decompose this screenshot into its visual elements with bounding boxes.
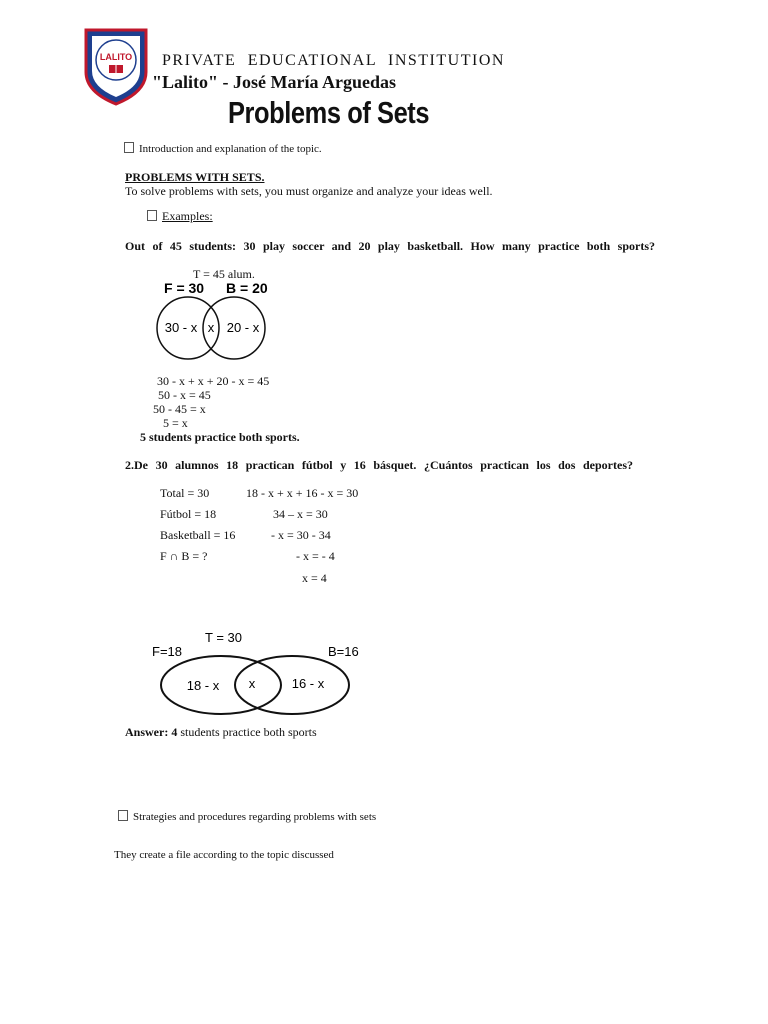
logo-text: LALITO <box>99 52 133 62</box>
problem2-given: Basketball = 16 <box>160 528 236 542</box>
venn2-left-region: 18 - x <box>186 678 220 693</box>
venn2-total: T = 30 <box>205 630 242 645</box>
venn2-circle-a <box>161 656 281 714</box>
venn1-right-region: 20 - x <box>226 320 260 335</box>
intro-item <box>124 142 322 155</box>
problem1-step: 30 - x + x + 20 - x = 45 <box>157 374 270 388</box>
problem1-answer: 5 students practice both sports. <box>140 430 300 444</box>
answer-text: students practice both sports <box>180 725 317 739</box>
section-description: To solve problems with sets, you must organize and analyze your ideas well. <box>125 184 493 198</box>
problem2-step: 18 - x + x + 16 - x = 30 <box>246 486 359 500</box>
checkbox-icon <box>124 142 134 153</box>
answer-label: Answer: <box>125 725 169 739</box>
checkbox-icon <box>147 210 157 221</box>
venn1-left-region: 30 - x <box>164 320 198 335</box>
school-logo <box>80 26 152 106</box>
problem2-given: F ∩ B = ? <box>160 549 208 563</box>
examples-label-text: Examples: <box>162 209 213 223</box>
checkbox-icon <box>118 810 128 821</box>
problem1-question: Out of 45 students: 30 play soccer and 20 play basketball. How many practice both sports? <box>125 239 655 253</box>
problem2-question: 2.De 30 alumnos 18 practican fútbol y 16 básquet. ¿Cuántos practican los dos deportes? <box>125 458 633 472</box>
problem2-venn-diagram <box>148 626 373 718</box>
examples-label <box>147 209 223 224</box>
venn2-middle-region: x <box>248 676 256 691</box>
problem2-answer <box>125 725 317 740</box>
school-name: "Lalito" - José María Arguedas <box>152 72 396 92</box>
venn1-set-a-label: F = 30 <box>164 280 205 296</box>
venn2-right-region: 16 - x <box>291 676 325 691</box>
strategies-item-text: Strategies and procedures regarding problems with sets <box>133 811 377 823</box>
venn2-set-a-label: F=18 <box>152 644 182 659</box>
intro-item-text: Introduction and explanation of the topic. <box>139 143 322 155</box>
problem2-given: Total = 30 <box>160 486 210 500</box>
problem2-step: - x = - 4 <box>296 549 335 563</box>
problem1-venn-diagram <box>150 278 280 368</box>
venn2-set-b-label: B=16 <box>328 644 359 659</box>
page-title: Problems of Sets <box>228 95 430 130</box>
problem2-step: x = 4 <box>302 571 327 585</box>
institution-name: PRIVATE EDUCATIONAL INSTITUTION <box>162 52 505 69</box>
strategies-item <box>118 810 376 823</box>
problem2-step: - x = 30 - 34 <box>271 528 331 542</box>
answer-value: 4 <box>171 725 178 739</box>
section-heading: PROBLEMS WITH SETS. <box>125 170 265 184</box>
venn1-middle-region: x <box>207 320 215 335</box>
problem1-step: 50 - 45 = x <box>153 402 206 416</box>
venn1-set-b-label: B = 20 <box>226 280 268 296</box>
problem1-step: 50 - x = 45 <box>158 388 211 402</box>
problem2-step: 34 – x = 30 <box>273 507 328 521</box>
activity-text: They create a file according to the topic discussed <box>114 849 334 861</box>
problem1-total: T = 45 alum. <box>193 267 255 281</box>
problem2-given: Fútbol = 18 <box>160 507 217 521</box>
problem1-step: 5 = x <box>163 416 188 430</box>
